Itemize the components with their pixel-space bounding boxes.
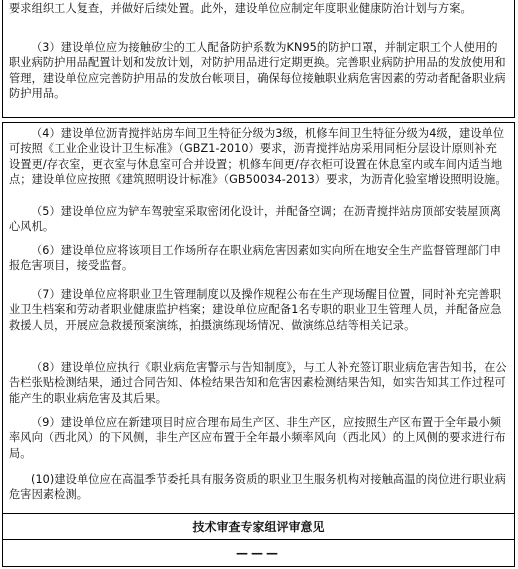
measures-section-continued [2, 0, 515, 118]
paragraph-4: （4）建设单位沥青搅拌站房车间卫生特征分级为3级，机修车间卫生特征分级为4级，建设单位可按照《工业企业设计卫生标准》（GBZ1-2010）要求，沥青搅拌站房采用同柜分层设计原则补充设置更/存衣室，更衣室与休息室可合并设置；机修车间更/存衣柜可设置在休息室内或车间内适当地点；建设单位应按照《建筑照明设计标准》（GB50034-2013）要求，为沥青化验室增设照明设施。 [9, 127, 507, 186]
paragraph-3: （3）建设单位应为接触矽尘的工人配备防护系数为KN95的防护口罩，并制定职工个人使用的职业病防护用品配置计划和发放计划，对防护用品进行定期更换。完善职业病防护用品的发放使用和管理，建设单位应完善防护用品的发放台帐项目，确保每位接触职业病危害因素的劳动者配备职业病防护用品。 [9, 41, 506, 100]
paragraph-8: （8）建设单位应执行《职业病危害警示与告知制度》，与工人补充签订职业病危害告知书，在公告栏张贴检测结果，通过合同告知、体检结果告知和危害因素检测结果告知，如实告知其工作过程可能产生的职业病危害及其后果。 [9, 361, 507, 405]
paragraph-6: （6）建设单位应将该项目工作场所存在职业病危害因素如实向所在地安全生产监督管理部门申报危害项目，接受监督。 [9, 244, 502, 273]
paragraph-10: (10)建设单位应在高温季节委托具有服务资质的职业卫生服务机构对接触高温的岗位进行职业病危害因素检测。 [9, 473, 506, 502]
paragraph-5: （5）建设单位应为铲车驾驶室采取密闭化设计，并配备空调；在沥青搅拌站房顶部安装屋顶离心风机。 [9, 205, 502, 234]
paragraph-intro: 要求组织工人复查，并做好后续处置。此外，建设单位应制定年度职业健康防治计划与方案。 [9, 2, 472, 15]
measures-section [2, 122, 515, 513]
paragraph-9: （9）建设单位应在新建项目时应合理布局生产区、非生产区，应按照生产区布置于全年最小频率风向（西北风）的下风侧，非生产区应布置于全年最小频率风向（西北风）的上风侧的要求进行布局。 [9, 416, 506, 460]
paragraph-7: （7）建设单位应将职业卫生管理制度以及操作规程公布在生产现场醒目位置，同时补充完善职业卫生档案和劳动者职业健康监护档案；建设单位应配备1名专职的职业卫生管理人员，并配备应急救援人员，开展应急救援预案演练，拍摄演练现场情况、做演练总结等相关记录。 [9, 288, 502, 332]
expert-review-section [2, 513, 515, 567]
expert-review-header: 技术审查专家组评审意见 [3, 513, 514, 540]
expert-review-value: ——— [3, 540, 514, 567]
